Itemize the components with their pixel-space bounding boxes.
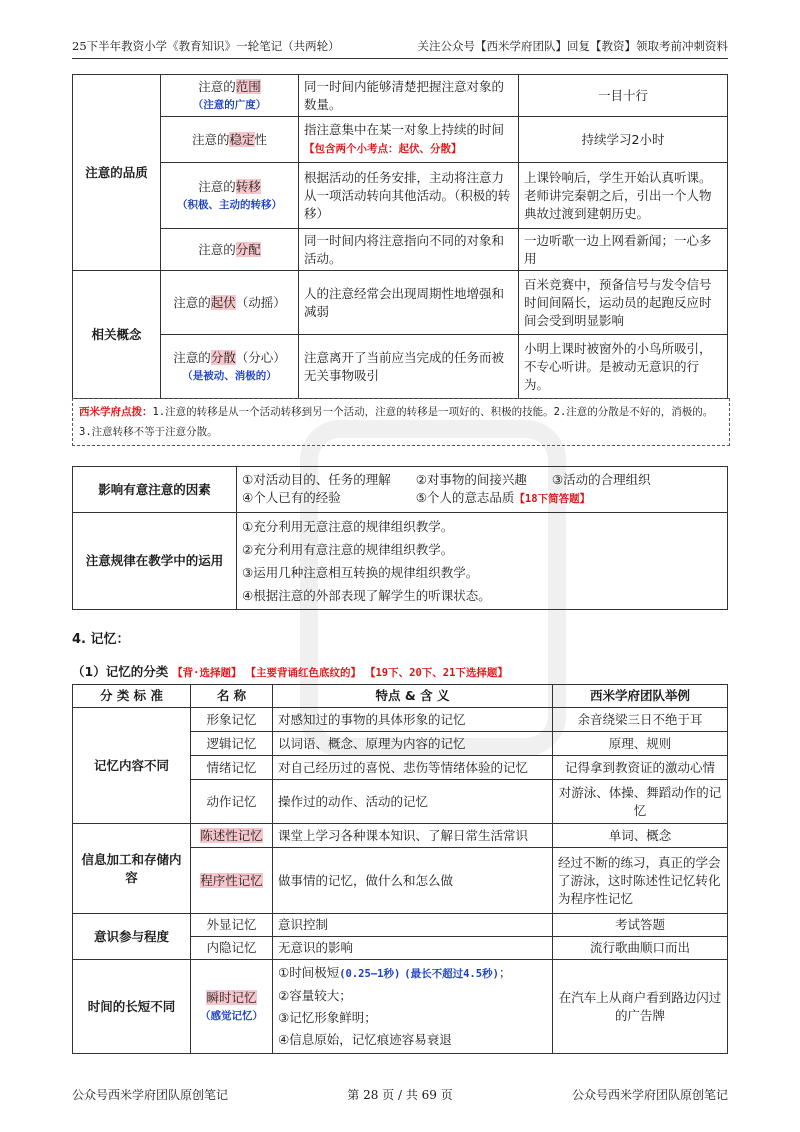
memory-name: 形象记忆 [191,708,273,732]
tip-label: 西米学府点拨： [79,406,153,418]
memory-name: 瞬时记忆 （感觉记忆） [191,960,273,1054]
row-name: 注意的稳定性 [161,117,299,163]
list-item: ③记忆形象鲜明； [278,1010,377,1025]
row-example: 上课铃响后，学生开始认真听课。老师讲完秦朝之后，引出一个人物典故过渡到建朝历史。 [519,163,728,229]
memory-name: 程序性记忆 [191,848,273,914]
row-example: 一边听歌一边上网看新闻；一心多用 [519,229,728,271]
memory-example: 记得拿到教资证的激动心情 [553,756,728,780]
group-label: 信息加工和存储内容 [73,824,191,914]
footer-left: 公众号西米学府团队原创笔记 [72,1088,229,1102]
row-desc: 人的注意经常会出现周期性地增强和减弱 [299,271,519,335]
row-name: 注意的起伏（动摇） [161,271,299,335]
col-header: 西米学府团队举例 [553,685,728,708]
row-name: 注意的转移 （积极、主动的转移） [161,163,299,229]
col-header: 特点 & 含 义 [273,685,553,708]
group-label: 意识参与程度 [73,914,191,960]
page-footer [72,1086,728,1103]
memory-name: 外显记忆 [191,914,273,937]
memory-example: 考试答题 [553,914,728,937]
tip-text: 1.注意的转移是从一个活动转移到另一个活动，注意的转移是一项好的、积极的技能。2.注意的分散是不好的，消极的。3.注意转移不等于注意分散。 [79,406,714,438]
col-header: 名 称 [191,685,273,708]
subsection-line [72,662,508,680]
row-name: 注意的分散（分心） （是被动、消极的） [161,335,299,399]
factors-label: 影响有意注意的因素 [73,467,237,513]
quality-label: 注意的品质 [73,75,161,271]
list-item: ④根据注意的外部表现了解学生的听课状态。 [242,588,491,603]
subsection-title: （1）记忆的分类 [72,664,169,679]
list-item: ①充分利用无意注意的规律组织教学。 [242,519,454,534]
memory-name: 内隐记忆 [191,937,273,960]
list-item: ③运用几种注意相互转换的规律组织教学。 [242,565,479,580]
memory-desc: 做事情的记忆，做什么和怎么做 [273,848,553,914]
row-desc: 根据活动的任务安排，主动将注意力从一项活动转向其他活动。（积极的转移） [299,163,519,229]
footer-right: 公众号西米学府团队原创笔记 [571,1088,728,1102]
row-desc: 指注意集中在某一对象上持续的时间 【包含两个小考点：起伏、分散】 [299,117,519,163]
row-example: 一目十行 [519,75,728,117]
memory-example: 余音绕梁三日不绝于耳 [553,708,728,732]
factors-content [237,467,728,513]
row-example: 百米竞赛中，预备信号与发令信号时间间隔长，运动员的起跑反应时间会受到明显影响 [519,271,728,335]
page-header [72,38,728,56]
memory-desc: 无意识的影响 [273,937,553,960]
memory-desc: 操作过的动作、活动的记忆 [273,780,553,824]
memory-example: 单词、概念 [553,824,728,848]
related-label: 相关概念 [73,271,161,399]
memory-example: 对游泳、体操、舞蹈动作的记忆 [553,780,728,824]
list-item: ④信息原始，记忆痕迹容易衰退 [278,1032,452,1047]
memory-classification-table [72,684,728,1054]
tip-box [72,398,730,446]
list-item: ①时间极短(0.25—1秒) (最长不超过4.5秒)； [278,965,512,980]
memory-name: 情绪记忆 [191,756,273,780]
memory-example: 原理、规则 [553,732,728,756]
row-example: 小明上课时被窗外的小鸟所吸引，不专心听讲。是被动无意识的行为。 [519,335,728,399]
header-right: 关注公众号【西米学府团队】回复【教资】领取考前冲刺资料 [417,39,728,53]
group-label: 记忆内容不同 [73,708,191,824]
row-desc: 同一时间内将注意指向不同的对象和活动。 [299,229,519,271]
memory-desc: 对感知过的事物的具体形象的记忆 [273,708,553,732]
memory-desc: 以词语、概念、原理为内容的记忆 [273,732,553,756]
row-name: 注意的范围 （注意的广度） [161,75,299,117]
list-item: ②充分利用有意注意的规律组织教学。 [242,542,454,557]
memory-example: 在汽车上从商户看到路边闪过的广告牌 [553,960,728,1054]
group-label: 时间的长短不同 [73,960,191,1054]
row-desc: 同一时间内能够清楚把握注意对象的数量。 [299,75,519,117]
row-name: 注意的分配 [161,229,299,271]
header-left: 25下半年教资小学《教育知识》一轮笔记（共两轮） [72,39,340,53]
application-content [237,513,728,610]
memory-desc: 课堂上学习各种课本知识、了解日常生活常识 [273,824,553,848]
application-label: 注意规律在教学中的运用 [73,513,237,610]
list-item: ②容量较大； [278,988,352,1003]
memory-name: 逻辑记忆 [191,732,273,756]
row-desc: 注意离开了当前应当完成的任务而被无关事物吸引 [299,335,519,399]
memory-name: 动作记忆 [191,780,273,824]
tag: 【19下、20下、21下选择题】 [364,667,508,679]
factors-line: ①对活动目的、任务的理解 ②对事物的间接兴趣 ③活动的合理组织 [242,472,651,487]
attention-quality-table [72,74,728,399]
memory-example: 经过不断的练习，真正的学会了游泳，这时陈述性记忆转化为程序性记忆 [553,848,728,914]
tag: 【背·选择题】 [172,667,242,679]
row-example: 持续学习2小时 [519,117,728,163]
header-divider [72,58,728,59]
section-title: 4. 记忆： [72,632,130,647]
col-header: 分 类 标 准 [73,685,191,708]
memory-example: 流行歌曲顺口而出 [553,937,728,960]
memory-desc: 意识控制 [273,914,553,937]
factors-line: ④个人已有的经验 ⑤个人的意志品质【18下简答题】 [242,490,591,505]
memory-desc: 对自己经历过的喜悦、悲伤等情绪体验的记忆 [273,756,553,780]
memory-desc [273,960,553,1054]
page-number: 第 28 页 / 共 69 页 [347,1088,453,1102]
tag: 【主要背诵红色底纹的】 [245,667,361,679]
memory-name: 陈述性记忆 [191,824,273,848]
attention-factors-table [72,466,728,610]
